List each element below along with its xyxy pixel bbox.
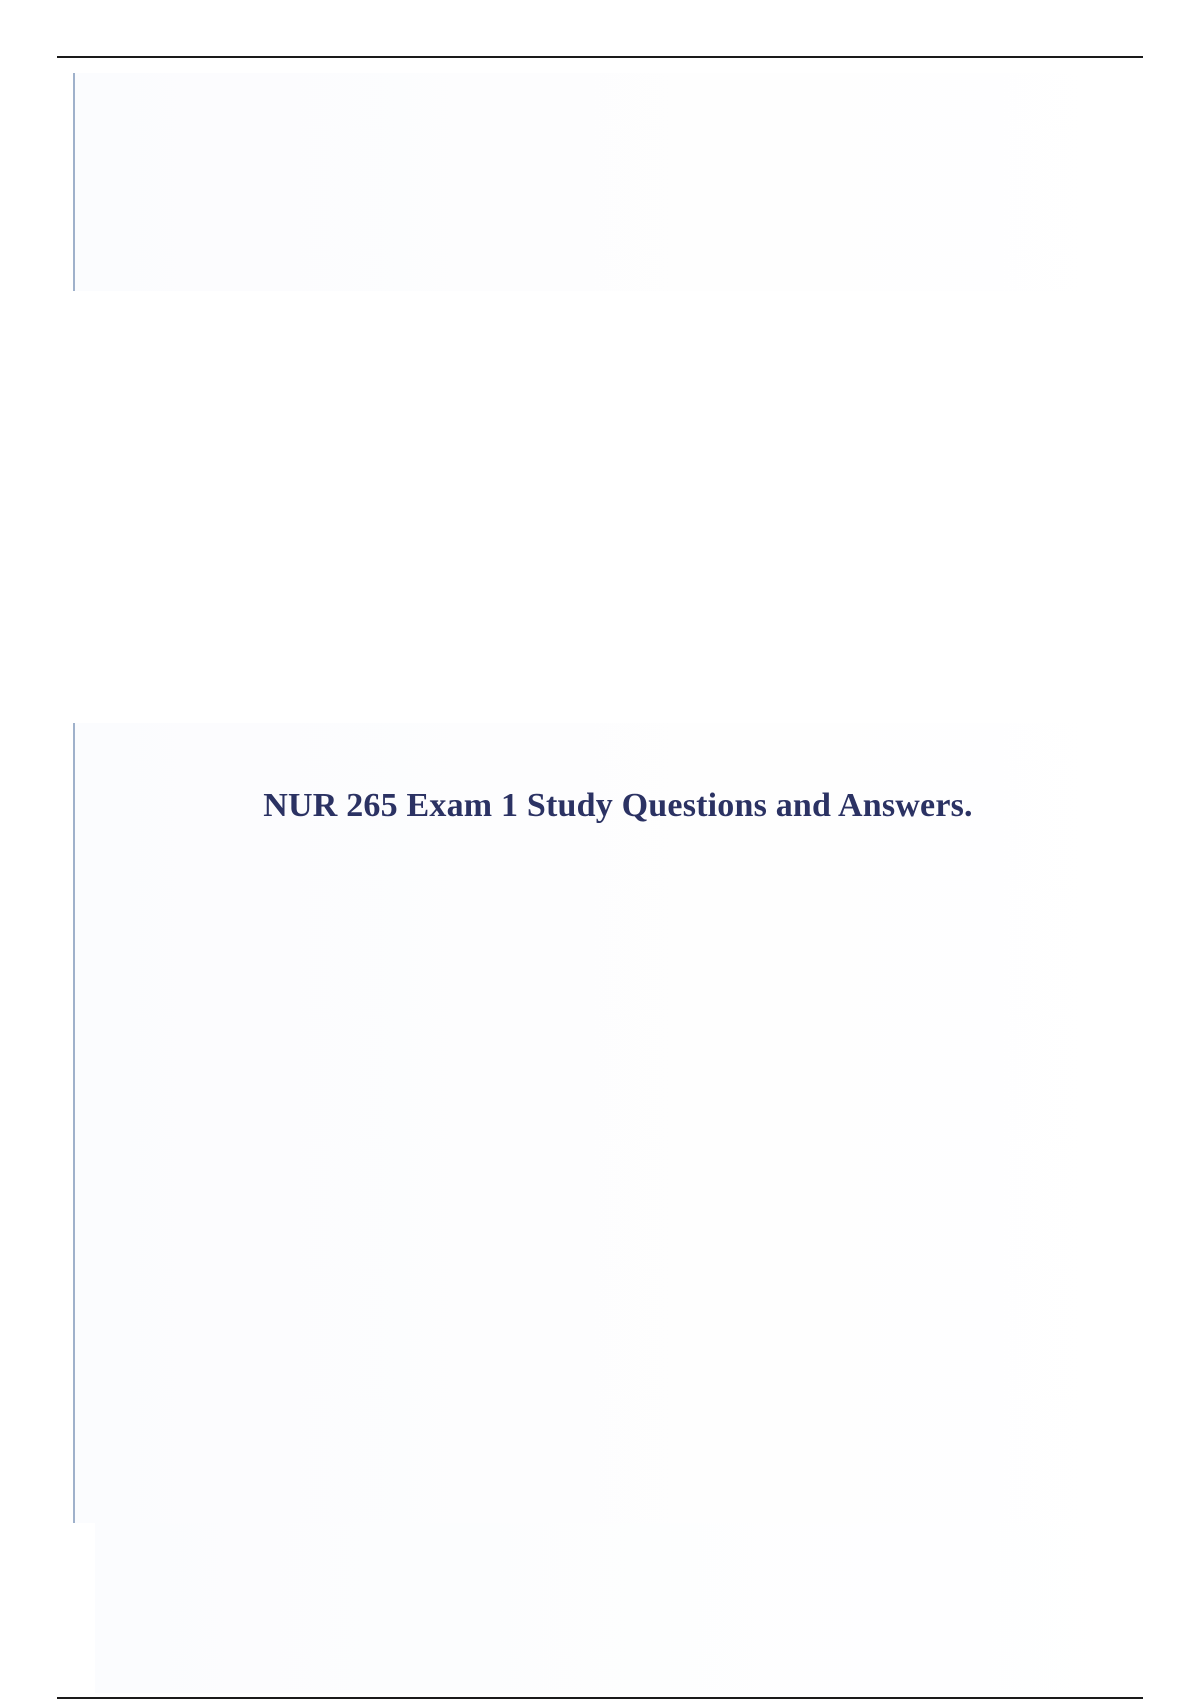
top-block-accent-bar xyxy=(73,73,75,291)
title-block xyxy=(73,723,1163,1523)
footer-rule xyxy=(57,1697,1143,1699)
bottom-blank-block xyxy=(95,1523,1163,1693)
header-rule xyxy=(57,56,1143,58)
document-title: NUR 265 Exam 1 Study Questions and Answers. xyxy=(263,787,973,824)
title-block-accent-bar xyxy=(73,723,75,1523)
top-blank-block xyxy=(73,73,1163,291)
